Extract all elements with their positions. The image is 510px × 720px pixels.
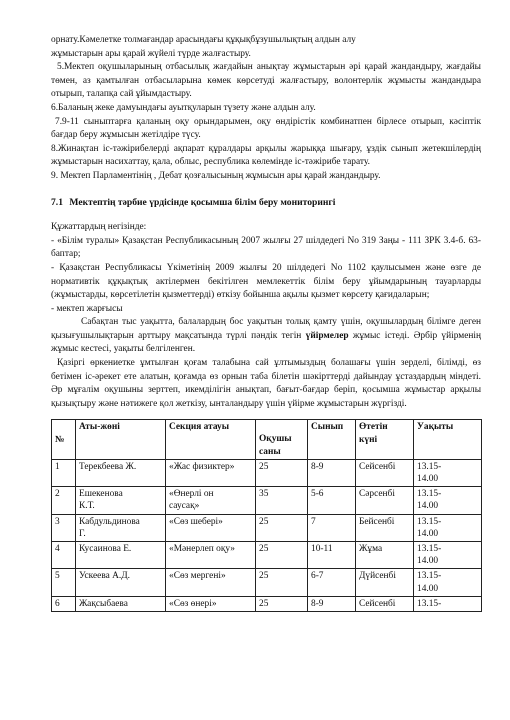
cell-day: Дүйсенбі [356,569,414,596]
paragraph-item-8: 8.Жинақтан іс-тәжірибелерді ақпарат құралдары арқылы жарыққа шығару, ұздік сынып жетекшілердің жұмыстарын насихаттау, қала, облыс, республика көлемінде іс-тәжірибе тарату. [51,143,481,168]
table-row [52,514,482,541]
cell-name [76,487,166,514]
cell-section-line-1: «Сөз шебері» [169,516,223,527]
documents-intro: Құжаттардың негізінде: [51,222,147,233]
cell-section [166,596,256,611]
cell-number: 3 [52,514,76,541]
section-heading [51,196,481,210]
cell-time-line-2: 14.00 [417,583,439,594]
paragraph-1 [51,34,481,61]
document-item-charter: - мектеп жарғысы [51,303,123,314]
cell-name [76,569,166,596]
table-row [52,487,482,514]
cell-time-line-2: 14.00 [417,474,439,485]
header-section: Секция атауы [166,420,256,459]
cell-time-line-1: 13.15- [417,489,442,500]
table-header-row [52,420,482,459]
cell-section-line-2: саусақ» [169,501,200,512]
header-student-count [256,420,308,459]
cell-day: Жұма [356,542,414,569]
cell-number: 4 [52,542,76,569]
cell-count: 25 [256,514,308,541]
cell-number: 1 [52,459,76,486]
cell-section [166,459,256,486]
cell-section-line-1: «Мәнерлеп оқу» [169,544,235,555]
clubs-schedule-table [51,419,482,612]
cell-grade: 6-7 [308,569,356,596]
cell-name [76,459,166,486]
paragraph-1-line-1: орнату.Кәмелетке толмағандар арасындағы құқықбұзушылықтың алдын алу [51,35,356,45]
cell-name-line-1: Терекбеева Ж. [79,461,137,472]
cell-time [414,542,482,569]
cell-time-line-1: 13.15- [417,571,442,582]
cell-name [76,542,166,569]
header-time: Уақыты [414,420,482,459]
cell-name-line-1: Ускеева А.Д. [79,571,130,582]
cell-grade: 8-9 [308,459,356,486]
header-day-line-1: Өтетін [359,422,388,433]
cell-count: 35 [256,487,308,514]
header-student-count-line-1: Оқушы [259,434,292,445]
cell-section-line-1: «Өнерлі он [169,489,214,500]
cell-section-line-1: «Сөз өнері» [169,598,217,609]
cell-name-line-1: Жақсыбаева [79,598,128,609]
cell-section [166,569,256,596]
header-grade: Сынып [308,420,356,459]
paragraph-item-9: 9. Мектеп Парламентінің , Дебат қозғалысының жұмысын ары қарай жандандыру. [51,170,381,181]
table-row [52,542,482,569]
table-row [52,459,482,486]
cell-name [76,514,166,541]
header-day-line-2: күні [359,434,378,445]
cell-time-line-2: 14.00 [417,501,439,512]
section-title: Мектептің тәрбие үрдісінде қосымша білім беру мониторингі [69,196,336,208]
cell-time [414,596,482,611]
cell-time-line-2: 14.00 [417,528,439,539]
document-item-decree: - Қазақстан Республикасы Үкіметінің 2009 жылғы 20 шілдедегі No 1102 қаулысымен және өзге де нормативтік құқықтық актілермен бекітілген мемлекеттік білім беру ұйымдарының тауарларды (жұмыстарды, көрсетілетін қызметтерді) өткізу бойынша ақылы қызмет көрсету қағидаларын; [51,262,481,301]
cell-number: 2 [52,487,76,514]
paragraph-clubs-pre: Сабақтан тыс уақытта, балалардың бос уақытын толық қамту үшін, оқушылардың білімге деген қызығушылықтарын арттыру мақсатында түрлі пәндік тегін [51,317,481,341]
header-name: Аты-жөні [76,420,166,459]
cell-time [414,514,482,541]
cell-time-line-1: 13.15- [417,544,442,555]
document-page [51,34,481,612]
cell-name [76,596,166,611]
cell-name-line-2: К.Т. [79,501,95,512]
cell-number: 6 [52,596,76,611]
cell-number: 5 [52,569,76,596]
cell-time-line-1: 13.15- [417,461,442,472]
cell-count: 25 [256,542,308,569]
cell-time [414,487,482,514]
cell-grade: 8-9 [308,596,356,611]
cell-section-line-1: «Жас физиктер» [169,461,235,472]
paragraph-clubs-bold: үйірмелер [305,330,349,341]
paragraph-item-5: 5.Мектеп оқушыларының отбасылық жағдайын анықтау жұмыстарын әрі қарай жандандыру, жағдайы төмен, аз қамтылған отбасыларына көмек көрсетуді жалғастыру, волонтерлік жұмысты жандандыра отырып, талапқа сай ұйымдастыру. [51,62,481,100]
document-item-law: - «Білім туралы» Қазақстан Республикасының 2007 жылғы 27 шілдедегі No 319 Заңы - 111 ЗРК 3.4-б. 63-баптар; [51,235,481,260]
section-number: 7.1 [51,196,63,208]
paragraph-clubs-post: жұмыс істеді. Әрбір үйірменің жұмыс кестесі, уақыты белгіленген. [51,330,482,355]
cell-time-line-1: 13.15- [417,598,442,609]
paragraph-1-line-2: жұмыстарын ары қарай жүйелі түрде жалғастыру. [51,48,251,59]
cell-count: 25 [256,569,308,596]
cell-section-line-1: «Сөз мергені» [169,571,226,582]
cell-time-line-2: 14.00 [417,556,439,567]
cell-count: 25 [256,459,308,486]
table-row [52,596,482,611]
cell-day: Бейсенбі [356,514,414,541]
cell-section [166,487,256,514]
cell-day: Сейсенбі [356,459,414,486]
cell-grade: 5-6 [308,487,356,514]
header-number: № [52,420,76,459]
cell-grade: 7 [308,514,356,541]
cell-name-line-1: Кусаинова Е. [79,544,132,555]
cell-name-line-2: Г. [79,528,86,539]
paragraph-teachers: Қазіргі өркениетке ұмтылған қоғам талабына сай ұлтымыздың болашағы үшін зерделі, білімді, өз бетімен іс-әрекет ете алатын, қоғамда өз орнын таба білетін шәкірттерді дайындау ұстаздардың міндеті. Әр мұғалім оқушыны зерттеп, икемділігін анықтап, бағыт-бағдар беріп, қосымша жұмыстар арқылы қызықтыру және нәтижеге қол жеткізу, ынталандыру үшін үйірме жұмыстарын жүргізді. [51,358,481,409]
cell-day: Сейсенбі [356,596,414,611]
cell-section [166,542,256,569]
cell-time [414,569,482,596]
cell-section [166,514,256,541]
cell-count: 25 [256,596,308,611]
header-day [356,420,414,459]
header-student-count-line-2: саны [259,446,281,457]
cell-day: Сәрсенбі [356,487,414,514]
cell-time [414,459,482,486]
cell-name-line-1: Ешекенова [79,489,123,500]
cell-time-line-1: 13.15- [417,516,442,527]
paragraph-item-7: 7.9-11 сыныптарға қаланың оқу орындарымен, оқу өндірістік комбинатпен бірлесе отырып, кәсіптік бағдар беру жұмысын жетілдіре түсу. [51,116,481,141]
cell-grade: 10-11 [308,542,356,569]
paragraph-item-6: 6.Баланың жеке дамуындағы ауытқуларын түзету және алдын алу. [51,102,316,113]
table-row [52,569,482,596]
paragraph-clubs [51,316,481,357]
cell-name-line-1: Кабдульдинова [79,516,140,527]
